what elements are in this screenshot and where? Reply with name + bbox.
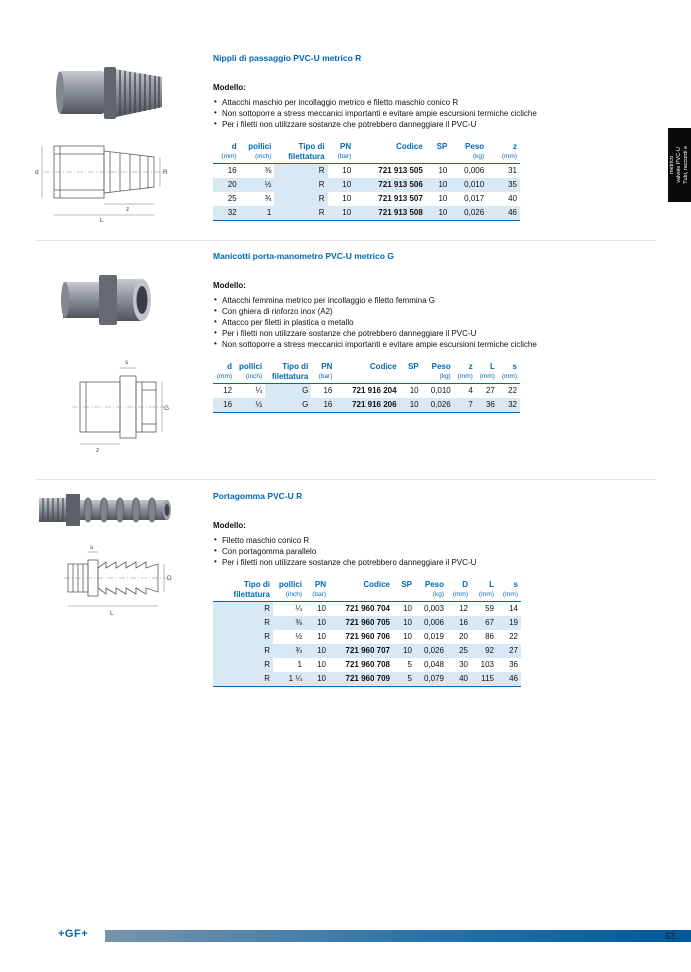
- table-cell: 5: [407, 660, 412, 669]
- table-cell: 10: [305, 672, 329, 687]
- column-header: Tipo di: [298, 142, 325, 151]
- table-cell: 32: [498, 398, 520, 413]
- table-cell: ¼: [255, 386, 263, 395]
- table-cell: 12: [459, 604, 468, 613]
- table-cell: 59: [485, 604, 494, 613]
- table-row: [213, 206, 520, 221]
- column-header: SP: [407, 362, 419, 371]
- table-row: [213, 384, 520, 399]
- table-row: [213, 398, 520, 413]
- table-cell: R: [213, 658, 273, 672]
- table-cell: 10: [403, 632, 412, 641]
- section-divider: [35, 479, 656, 480]
- table-cell: R: [213, 616, 273, 630]
- table-cell: 12: [223, 386, 233, 395]
- column-header: D: [462, 580, 468, 589]
- column-unit: [400, 372, 422, 384]
- column-unit: [354, 152, 426, 164]
- table-cell: ⅜: [273, 616, 305, 630]
- table-cell: 16: [227, 166, 237, 175]
- column-unit: (inch): [240, 152, 275, 164]
- technical-drawing-nipplo: [32, 124, 172, 229]
- column-header: PN: [340, 142, 352, 151]
- technical-drawing-manicotto: [66, 352, 170, 472]
- table-cell: 115: [471, 672, 497, 687]
- bullet-list: [213, 295, 658, 350]
- table-cell: 721 960 708: [345, 660, 390, 669]
- section-divider: [35, 240, 656, 241]
- table-cell: R: [274, 164, 327, 179]
- table-cell: 10: [438, 194, 448, 203]
- section-nippli-di-passaggio: [0, 50, 691, 240]
- table-row: [213, 630, 521, 644]
- column-header: PN: [314, 580, 326, 589]
- column-header: pollici: [248, 142, 272, 151]
- page-number: 63: [664, 931, 675, 941]
- table-cell: ¾: [264, 194, 272, 203]
- table-cell: 721 913 508: [354, 206, 426, 221]
- table-cell: 721 960 706: [345, 632, 390, 641]
- column-header: Peso: [424, 580, 444, 589]
- column-unit: filettatura: [265, 372, 311, 384]
- table-cell: 0,010: [430, 386, 451, 395]
- section-title: Portagomma PVC-U R: [213, 491, 303, 501]
- bullet-item: • Non sottoporre a stress meccanici importanti e evitare ampie escursioni termiche cicliche: [213, 108, 658, 119]
- section-title: Nippli di passaggio PVC-U metrico R: [213, 53, 362, 63]
- side-tab-line: valvole PVC-U: [676, 147, 682, 183]
- column-unit: (mm): [497, 590, 521, 602]
- table-row: [213, 164, 520, 179]
- table-cell: 0,006: [415, 616, 447, 630]
- dimension-label: z: [96, 447, 100, 454]
- table-cell: 103: [480, 660, 494, 669]
- column-header: d: [231, 142, 237, 151]
- table-row: [213, 602, 521, 617]
- table-cell: 0,006: [464, 166, 485, 175]
- table-cell: 0,079: [415, 672, 447, 687]
- table-cell: 16: [323, 386, 333, 395]
- dimension-label: s: [125, 359, 129, 366]
- table-cell: 20: [213, 178, 240, 192]
- table-cell: 27: [485, 386, 495, 395]
- column-unit: (kg): [450, 152, 487, 164]
- column-unit: [426, 152, 451, 164]
- table-cell: 10: [305, 616, 329, 630]
- bullet-item: • Per i filetti non utilizzare sostanze che potrebbero danneggiare il PVC-U: [213, 328, 658, 339]
- table-cell: 721 960 704: [345, 604, 390, 613]
- manicotto-drawing-graphic: [66, 352, 170, 467]
- column-unit: (mm): [498, 372, 520, 384]
- product-photo-nipplo: [55, 56, 167, 131]
- table-cell: 30: [459, 660, 468, 669]
- table-cell: 1: [297, 660, 302, 669]
- table-cell: 14: [509, 604, 518, 613]
- column-unit: (mm): [487, 152, 520, 164]
- column-header: SP: [436, 142, 448, 151]
- section-portagomma: [0, 486, 691, 726]
- table-cell: 32: [213, 206, 240, 221]
- table-cell: 46: [497, 672, 521, 687]
- bullet-list: [213, 535, 658, 568]
- model-label: Modello:: [213, 83, 246, 92]
- table-cell: 721 960 705: [329, 616, 393, 630]
- table-cell: 16: [213, 398, 235, 413]
- chapter-side-tab: [668, 128, 691, 202]
- table-cell: 10: [426, 178, 451, 192]
- table-cell: 46: [487, 206, 520, 221]
- column-unit: (bar): [305, 590, 329, 602]
- table-cell: 10: [409, 386, 419, 395]
- table-cell: 36: [509, 660, 518, 669]
- table-cell: 0,017: [464, 194, 485, 203]
- table-cell: ¾: [273, 644, 305, 658]
- bullet-item: • Attacco per filetti in plastica o metallo: [213, 317, 658, 328]
- dimension-label: d: [35, 169, 39, 176]
- column-unit: (mm): [454, 372, 476, 384]
- table-row: [213, 658, 521, 672]
- column-header: s: [513, 580, 518, 589]
- table-cell: 721 913 506: [354, 178, 426, 192]
- bullet-item: • Non sottoporre a stress meccanici importanti e evitare ampie escursioni termiche cicliche: [213, 339, 658, 350]
- table-cell: 10: [317, 660, 326, 669]
- table-cell: G: [265, 384, 311, 399]
- table-cell: 10: [328, 178, 355, 192]
- model-label: Modello:: [213, 281, 246, 290]
- dimension-label: D: [167, 575, 172, 582]
- table-cell: 1 ¼: [273, 672, 305, 687]
- table-row: [213, 192, 520, 206]
- table-cell: R: [274, 206, 327, 221]
- column-header: Peso: [431, 362, 451, 371]
- table-cell: 10: [328, 206, 355, 221]
- table-cell: R: [274, 192, 327, 206]
- table-cell: 1: [240, 206, 275, 221]
- product-table-portagomma: [213, 580, 521, 687]
- column-unit: (kg): [415, 590, 447, 602]
- column-header: Peso: [465, 142, 485, 151]
- footer-bar: [105, 930, 691, 942]
- table-cell: 10: [317, 632, 326, 641]
- nipplo-photo-graphic: [55, 56, 167, 126]
- table-cell: 22: [509, 632, 518, 641]
- table-cell: 721 960 707: [329, 644, 393, 658]
- table-cell: 721 916 206: [335, 398, 399, 413]
- table-cell: 92: [471, 644, 497, 658]
- bullet-item: • Con portagomma parallelo: [213, 546, 658, 557]
- table-cell: 35: [487, 178, 520, 192]
- table-cell: 10: [393, 616, 415, 630]
- column-unit: [393, 590, 415, 602]
- dimension-label: L: [100, 217, 104, 224]
- table-cell: R: [213, 644, 273, 658]
- column-header: Tipo di: [243, 580, 270, 589]
- table-cell: 86: [485, 632, 494, 641]
- side-tab-line: metrico: [669, 155, 675, 175]
- column-header: Codice: [396, 142, 423, 151]
- column-unit: (mm): [213, 152, 240, 164]
- table-cell: 5: [393, 672, 415, 687]
- table-cell: 19: [497, 616, 521, 630]
- side-tab-line: Tubi, raccordi e: [683, 146, 689, 184]
- bullet-item: • Con ghiera di rinforzo inox (A2): [213, 306, 658, 317]
- table-cell: ½: [295, 632, 302, 641]
- table-cell: 10: [342, 166, 352, 175]
- model-label: Modello:: [213, 521, 246, 530]
- table-cell: 0,026: [422, 398, 454, 413]
- table-cell: 10: [438, 166, 448, 175]
- technical-drawing-portagomma: [62, 542, 174, 625]
- bullet-item: • Attacchi maschio per incollaggio metrico e filetto maschio conico R: [213, 97, 658, 108]
- portagomma-photo-graphic: [36, 486, 174, 534]
- manicotto-photo-graphic: [60, 260, 156, 338]
- bullet-item: • Attacchi femmina metrico per incollaggio e filetto femmina G: [213, 295, 658, 306]
- table-cell: G: [265, 398, 311, 413]
- table-cell: 20: [459, 632, 468, 641]
- table-cell: 10: [400, 398, 422, 413]
- table-cell: R: [213, 602, 273, 617]
- column-unit: (inch): [235, 372, 265, 384]
- table-cell: 25: [447, 644, 471, 658]
- column-unit: (mm): [471, 590, 497, 602]
- gf-logo: +GF+: [58, 928, 89, 940]
- table-cell: 10: [426, 206, 451, 221]
- column-header: Codice: [369, 362, 397, 371]
- table-cell: 36: [476, 398, 498, 413]
- table-cell: 31: [508, 166, 517, 175]
- table-cell: 0,026: [415, 644, 447, 658]
- dimension-label: s: [90, 544, 94, 551]
- bullet-item: • Per i filetti non utilizzare sostanze che potrebbero danneggiare il PVC-U: [213, 119, 658, 130]
- column-header: L: [489, 362, 495, 371]
- table-cell: 67: [471, 616, 497, 630]
- table-cell: 10: [305, 644, 329, 658]
- dimension-label: R: [163, 169, 168, 176]
- dimension-label: G: [164, 405, 170, 412]
- column-header: PN: [321, 362, 333, 371]
- column-unit: filettatura: [274, 152, 327, 164]
- portagomma-drawing-graphic: [62, 542, 174, 620]
- column-unit: (kg): [422, 372, 454, 384]
- table-cell: 27: [497, 644, 521, 658]
- table-cell: ¼: [295, 604, 302, 613]
- column-header: pollici: [239, 362, 263, 371]
- product-table-nippli: [213, 142, 520, 221]
- table-cell: 25: [227, 194, 237, 203]
- table-cell: ½: [235, 398, 265, 413]
- table-cell: 0,003: [423, 604, 444, 613]
- bullet-item: • Per i filetti non utilizzare sostanze che potrebbero danneggiare il PVC-U: [213, 557, 658, 568]
- table-cell: 0,010: [450, 178, 487, 192]
- product-photo-portagomma: [36, 486, 174, 539]
- column-unit: [329, 590, 393, 602]
- column-header: pollici: [278, 580, 302, 589]
- bullet-item: • Filetto maschio conico R: [213, 535, 658, 546]
- column-unit: (mm): [213, 372, 235, 384]
- section-title: Manicotti porta-manometro PVC-U metrico G: [213, 251, 394, 261]
- dimension-label: z: [126, 206, 130, 213]
- nipplo-drawing-graphic: [32, 124, 172, 224]
- table-cell: R: [213, 630, 273, 644]
- column-unit: (mm): [476, 372, 498, 384]
- section-manicotti-porta-manometro: [0, 248, 691, 478]
- table-cell: 721 913 507: [378, 194, 423, 203]
- bullet-list: [213, 97, 658, 130]
- table-cell: 16: [311, 398, 335, 413]
- table-cell: 10: [317, 604, 326, 613]
- column-header: s: [512, 362, 517, 371]
- column-header: Tipo di: [282, 362, 309, 371]
- column-unit: (mm): [447, 590, 471, 602]
- table-cell: 10: [342, 194, 352, 203]
- table-cell: 0,048: [423, 660, 444, 669]
- product-table-manicotti: [213, 362, 520, 413]
- table-row: [213, 672, 521, 687]
- product-photo-manicotto: [60, 260, 156, 343]
- table-cell: 10: [403, 604, 412, 613]
- table-cell: 0,026: [450, 206, 487, 221]
- table-cell: 40: [508, 194, 517, 203]
- table-cell: 7: [454, 398, 476, 413]
- table-cell: ½: [240, 178, 275, 192]
- dimension-label: L: [110, 610, 114, 617]
- table-row: [213, 178, 520, 192]
- table-cell: R: [274, 178, 327, 192]
- table-cell: ⅜: [264, 166, 272, 175]
- column-header: z: [468, 362, 473, 371]
- table-cell: 721 916 204: [352, 386, 397, 395]
- column-unit: filettatura: [213, 590, 273, 602]
- table-cell: R: [213, 672, 273, 687]
- table-cell: 22: [508, 386, 517, 395]
- column-header: SP: [401, 580, 412, 589]
- table-row: [213, 616, 521, 630]
- table-cell: 16: [447, 616, 471, 630]
- table-row: [213, 644, 521, 658]
- table-cell: 721 913 505: [378, 166, 423, 175]
- column-header: d: [227, 362, 233, 371]
- column-header: z: [513, 142, 517, 151]
- column-unit: (inch): [273, 590, 305, 602]
- column-unit: (bar): [328, 152, 355, 164]
- table-cell: 721 960 709: [329, 672, 393, 687]
- column-header: L: [489, 580, 494, 589]
- table-cell: 4: [468, 386, 473, 395]
- column-header: Codice: [363, 580, 390, 589]
- table-cell: 40: [447, 672, 471, 687]
- table-cell: 0,019: [423, 632, 444, 641]
- column-unit: (bar): [311, 372, 335, 384]
- table-cell: 10: [393, 644, 415, 658]
- column-unit: [335, 372, 399, 384]
